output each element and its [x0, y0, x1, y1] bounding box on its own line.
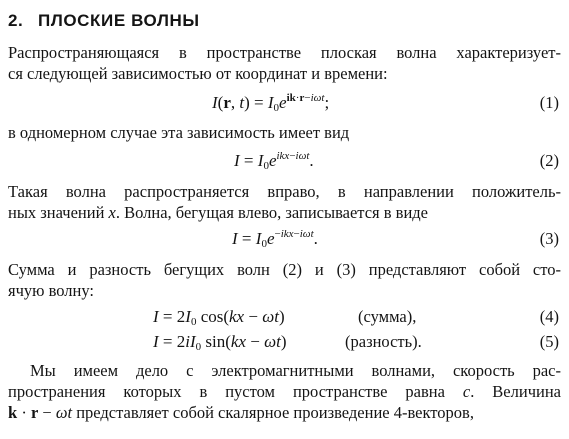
equation-number: (1): [539, 93, 559, 112]
equation-number: (3): [539, 229, 559, 248]
equation-number: (5): [539, 332, 559, 351]
paragraph-line: в одномерном случае эта зависимость имеет вид: [8, 123, 350, 142]
equation-note: (сумма),: [358, 307, 417, 326]
text-fragment: . Величина: [470, 382, 561, 401]
variable-c: c: [462, 382, 471, 401]
equation-5: $I = 2iI_0$ sin(kx − ωt): [153, 332, 287, 353]
paragraph-line: Распространяющаяся в пространстве плоская волна характеризует-: [8, 43, 561, 62]
paragraph-line: Сумма и разность бегущих волн (2) и (3) представляют собой сто-: [8, 260, 561, 279]
paragraph-line: ячую волну:: [8, 281, 94, 300]
paragraph-line: [8, 402, 561, 423]
equation-number: (4): [539, 307, 559, 326]
equation-number: (2): [539, 151, 559, 170]
equation-3: $I = I_0e^{-ikx-i\omega t}$.: [232, 228, 318, 250]
text-fragment: представляет собой скалярное произведение 4-векторов,: [72, 403, 474, 422]
paragraph-line: Мы имеем дело с электромагнитными волнами, скорость рас-: [30, 361, 561, 380]
paragraph-line: ся следующей зависимостью от координат и времени:: [8, 64, 388, 83]
inline-formula: k · r − ωt: [8, 403, 73, 422]
variable-x: x: [108, 203, 116, 222]
paragraph-line: Такая волна распространяется вправо, в направлении положитель-: [8, 182, 561, 201]
paragraph-line: [8, 202, 561, 223]
section-heading: [8, 11, 200, 31]
text-fragment: . Волна, бегущая влево, записывается в виде: [115, 203, 428, 222]
section-title: ПЛОСКИЕ ВОЛНЫ: [38, 11, 200, 30]
equation-note: (разность).: [345, 332, 422, 351]
paragraph-line: [8, 381, 561, 402]
section-number: 2.: [8, 11, 24, 30]
equation-1: I(r, $t) = I_0e^{ik\cdot r-i\omega t}$;: [212, 92, 330, 114]
text-fragment: ных значений: [8, 203, 109, 222]
text-fragment: пространения которых в пустом пространстве равна: [8, 382, 463, 401]
equation-4: $I = 2I_0$ cos(kx − ωt): [153, 307, 285, 328]
equation-2: $I = I_0e^{ikx-i\omega t}$.: [234, 150, 314, 172]
